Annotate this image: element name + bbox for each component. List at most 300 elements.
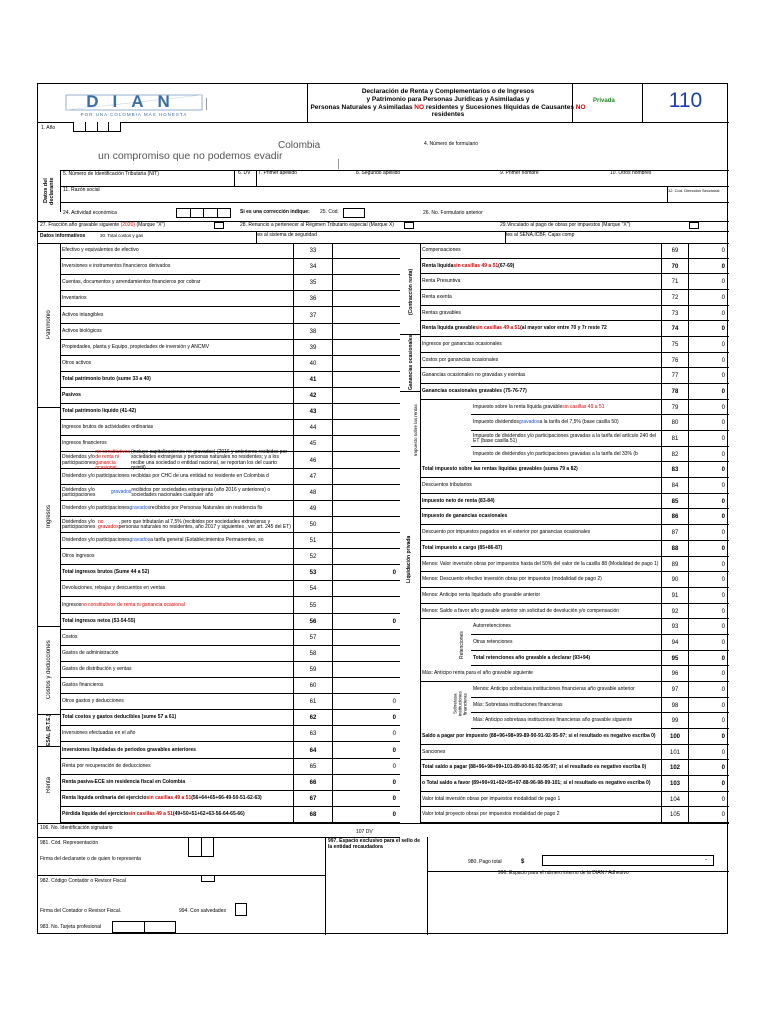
left-row-value-43[interactable] bbox=[333, 404, 398, 420]
cod-direccion-label: 12. Cod. Dirección Seccional bbox=[668, 188, 720, 193]
right-row-102 bbox=[420, 760, 729, 776]
right-row-value-87[interactable]: 0 bbox=[721, 530, 725, 536]
left-row-value-49[interactable] bbox=[333, 501, 398, 517]
left-row-value-39[interactable] bbox=[333, 340, 398, 356]
right-row-value-70[interactable]: 0 bbox=[721, 263, 725, 270]
left-row-label-51: Dividendos y/o participaciones gravados a tarifa general (Establecimientos Permanentes, so bbox=[62, 537, 264, 544]
pago-total-dash: - bbox=[705, 857, 707, 863]
tax-form bbox=[37, 83, 728, 934]
right-row-value-81[interactable]: 0 bbox=[721, 436, 725, 442]
left-row-47 bbox=[60, 469, 400, 485]
right-row-number-79: 79 bbox=[661, 400, 689, 415]
form-anterior-label: 26. No. Formulario anterior bbox=[423, 210, 483, 216]
right-row-value-85[interactable]: 0 bbox=[721, 498, 725, 505]
left-row-39 bbox=[60, 340, 400, 356]
left-row-value-53[interactable]: 0 bbox=[392, 570, 396, 576]
right-row-79 bbox=[471, 400, 729, 415]
left-row-number-40: 40 bbox=[293, 356, 333, 372]
left-row-label-44: Ingresos brutos de actividades ordinarias bbox=[62, 424, 154, 431]
right-row-number-99: 99 bbox=[661, 713, 689, 729]
vinculado-checkbox[interactable] bbox=[689, 222, 699, 229]
left-row-61 bbox=[60, 694, 400, 710]
right-row-number-83: 83 bbox=[661, 462, 689, 478]
right-row-72 bbox=[420, 290, 729, 306]
left-row-38 bbox=[60, 324, 400, 340]
right-row-number-81: 81 bbox=[661, 431, 689, 447]
left-row-number-66: 66 bbox=[293, 775, 333, 791]
left-row-label-37: Activos intangibles bbox=[62, 311, 104, 318]
f980-label: 980. Pago total bbox=[468, 859, 502, 865]
section-ganancias: Ganancias ocasionales bbox=[408, 334, 414, 391]
colombia-text: Colombia bbox=[278, 140, 321, 151]
right-row-label-96: Más: Anticipo renta para el año gravable siguiente bbox=[422, 670, 533, 677]
left-row-value-65[interactable]: 0 bbox=[392, 764, 396, 770]
right-row-label-79: Impuesto sobre la renta líquida gravable sin casillas 49 a 51 bbox=[473, 403, 605, 410]
right-row-value-93[interactable]: 0 bbox=[721, 624, 725, 630]
left-row-label-58: Gastos de administración bbox=[62, 650, 119, 657]
right-row-value-97[interactable]: 0 bbox=[721, 687, 725, 693]
right-row-number-89: 89 bbox=[661, 557, 689, 572]
pago-total-input[interactable] bbox=[542, 855, 714, 866]
left-row-49 bbox=[60, 501, 400, 517]
left-row-value-45[interactable] bbox=[333, 436, 398, 452]
otros-nombres-label: 10. Otros nombres bbox=[610, 170, 652, 176]
left-row-63 bbox=[60, 726, 400, 742]
right-row-label-104: Valor total inversión obras por impuestos modalidad de pago 1 bbox=[422, 795, 561, 802]
left-row-value-34[interactable] bbox=[333, 259, 398, 275]
left-row-value-42[interactable] bbox=[333, 388, 398, 404]
left-row-label-56: Total ingresos netos (53-54-55) bbox=[62, 618, 136, 625]
right-row-label-101: Sanciones bbox=[422, 748, 446, 755]
right-row-number-73: 73 bbox=[661, 306, 689, 321]
right-row-value-83[interactable]: 0 bbox=[721, 467, 725, 473]
right-row-value-77[interactable]: 0 bbox=[721, 373, 725, 379]
left-row-value-54[interactable] bbox=[333, 581, 398, 597]
right-row-number-97: 97 bbox=[661, 682, 689, 698]
right-row-label-86: Impuesto de ganancias ocasionales bbox=[422, 513, 508, 520]
left-row-value-55[interactable] bbox=[333, 597, 398, 614]
left-row-57 bbox=[60, 630, 400, 646]
cod-label: 25. Cod. bbox=[320, 209, 339, 215]
left-row-value-66[interactable]: 0 bbox=[392, 780, 396, 786]
f982-input[interactable] bbox=[201, 875, 215, 882]
left-row-number-53: 53 bbox=[293, 565, 333, 581]
right-row-number-86: 86 bbox=[661, 509, 689, 525]
left-row-44 bbox=[60, 420, 400, 436]
right-row-value-91[interactable]: 0 bbox=[721, 593, 725, 599]
cod-input[interactable] bbox=[343, 208, 365, 218]
correccion-label: Si es una corrección indique: bbox=[240, 209, 310, 215]
left-row-label-53: Total ingresos brutos (Sume 44 a 52) bbox=[62, 569, 150, 576]
left-row-value-47[interactable] bbox=[333, 469, 398, 485]
left-row-number-56: 56 bbox=[293, 614, 333, 630]
left-row-number-36: 36 bbox=[293, 291, 333, 307]
right-row-label-94: Otras retenciones bbox=[473, 639, 513, 646]
f981-input[interactable] bbox=[188, 837, 214, 857]
right-row-value-82[interactable]: 0 bbox=[721, 451, 725, 458]
fraccion-checkbox[interactable] bbox=[214, 222, 224, 229]
left-row-52 bbox=[60, 549, 400, 565]
left-row-number-47: 47 bbox=[293, 469, 333, 485]
left-row-label-49: Dividendos y/o participaciones gravados recibidos por Personas Naturales sin residencia fis bbox=[62, 505, 263, 512]
right-row-number-105: 105 bbox=[661, 807, 689, 823]
fraccion-label: 27. Fracción año gravable siguiente (2020) (Marque "X") bbox=[40, 222, 166, 228]
right-row-97 bbox=[471, 682, 729, 698]
section-renta: Renta bbox=[46, 776, 52, 793]
left-row-value-41[interactable] bbox=[333, 372, 398, 388]
right-row-94 bbox=[471, 635, 729, 651]
right-row-label-99: Más: Anticipo sobretasa instituciones financieras año gravable siguiente bbox=[473, 717, 633, 724]
firma-contador-label: Firma del Contador o Revisor Fiscal. bbox=[40, 908, 122, 914]
left-row-label-35: Cuentas, documentos y arrendamientos financieros por cobrar bbox=[62, 279, 201, 286]
left-row-number-54: 54 bbox=[293, 581, 333, 597]
left-row-33 bbox=[60, 243, 400, 259]
left-row-number-38: 38 bbox=[293, 324, 333, 340]
right-row-number-101: 101 bbox=[661, 745, 689, 760]
f994-checkbox[interactable] bbox=[235, 903, 247, 916]
left-row-value-35[interactable] bbox=[333, 275, 398, 291]
right-row-number-80: 80 bbox=[661, 415, 689, 431]
right-row-label-102: Total saldo a pagar (88+96+98+99+101-89-90-91-92-95-97; si el resultado es negativo escriba 0) bbox=[422, 764, 647, 771]
right-row-value-95[interactable]: 0 bbox=[721, 655, 725, 662]
right-row-71 bbox=[420, 274, 729, 290]
left-row-42 bbox=[60, 388, 400, 404]
left-row-value-67[interactable]: 0 bbox=[392, 796, 396, 802]
left-row-number-44: 44 bbox=[293, 420, 333, 436]
left-row-67 bbox=[60, 791, 400, 807]
left-row-58 bbox=[60, 646, 400, 662]
left-row-label-57: Costos bbox=[62, 634, 78, 641]
right-row-number-94: 94 bbox=[661, 635, 689, 651]
left-row-value-52[interactable] bbox=[333, 549, 398, 565]
left-row-64 bbox=[60, 742, 400, 759]
segundo-apellido-label: 8. Segundo apellido bbox=[356, 170, 401, 176]
left-row-number-42: 42 bbox=[293, 388, 333, 404]
right-row-value-78[interactable]: 0 bbox=[721, 389, 725, 395]
left-row-number-34: 34 bbox=[293, 259, 333, 275]
left-row-number-49: 49 bbox=[293, 501, 333, 517]
left-row-number-43: 43 bbox=[293, 404, 333, 420]
left-row-number-45: 45 bbox=[293, 436, 333, 452]
left-row-60 bbox=[60, 678, 400, 694]
left-row-value-57[interactable] bbox=[333, 630, 398, 646]
left-row-68 bbox=[60, 807, 400, 823]
right-row-74 bbox=[420, 321, 729, 337]
left-row-label-62: Total costos y gastos deducibles (sume 57 a 61) bbox=[62, 714, 177, 721]
left-row-label-39: Propiedades, planta y Equipo, propiedades de inversión y ANCMV bbox=[62, 344, 210, 351]
right-row-number-92: 92 bbox=[661, 604, 689, 619]
left-row-36 bbox=[60, 291, 400, 307]
datos-informativos-label: Datos informativos bbox=[40, 233, 86, 239]
form-number: 110 bbox=[668, 89, 703, 112]
f107-label: 107 DV bbox=[356, 829, 373, 835]
left-row-label-65: Renta por recuperación de deducciones bbox=[62, 763, 151, 770]
left-row-41 bbox=[60, 372, 400, 388]
logo-text: DIAN bbox=[86, 92, 184, 111]
right-row-value-89[interactable]: 0 bbox=[721, 561, 725, 568]
right-row-number-75: 75 bbox=[661, 337, 689, 353]
section-contraccion: (Contracción renta) bbox=[408, 268, 414, 316]
left-row-43 bbox=[60, 404, 400, 420]
right-row-number-69: 69 bbox=[661, 243, 689, 259]
f996-label: 996. Espacio para el número interno de la DIAN / Adhesivo bbox=[498, 870, 629, 876]
left-row-number-35: 35 bbox=[293, 275, 333, 291]
right-row-value-71[interactable]: 0 bbox=[721, 279, 725, 285]
right-row-number-88: 88 bbox=[661, 541, 689, 557]
right-row-105 bbox=[420, 807, 729, 823]
right-row-91 bbox=[420, 588, 729, 604]
right-row-number-87: 87 bbox=[661, 525, 689, 541]
right-row-value-96[interactable]: 0 bbox=[721, 671, 725, 677]
right-row-value-90[interactable]: 0 bbox=[721, 577, 725, 583]
right-row-number-98: 98 bbox=[661, 698, 689, 713]
right-row-value-75[interactable]: 0 bbox=[721, 342, 725, 348]
right-row-number-102: 102 bbox=[661, 760, 689, 776]
f981-label: 981. Cód. Representación bbox=[40, 840, 99, 846]
left-row-value-62[interactable]: 0 bbox=[392, 715, 396, 721]
total-costos-label: 30. Total costos y gas bbox=[100, 233, 144, 238]
right-row-value-92[interactable]: 0 bbox=[721, 608, 725, 615]
right-row-100 bbox=[420, 729, 729, 745]
left-row-value-68[interactable]: 0 bbox=[392, 812, 396, 818]
left-row-55 bbox=[60, 597, 400, 614]
right-row-92 bbox=[420, 604, 729, 619]
right-row-label-75: Ingresos por ganancias ocasionales bbox=[422, 341, 502, 348]
left-row-value-63[interactable]: 0 bbox=[392, 731, 396, 737]
left-row-number-37: 37 bbox=[293, 307, 333, 324]
right-row-label-83: Total impuesto sobre las rentas líquidas gravables (suma 79 a 82) bbox=[422, 466, 578, 473]
right-row-78 bbox=[420, 384, 729, 400]
left-row-number-68: 68 bbox=[293, 807, 333, 823]
left-row-54 bbox=[60, 581, 400, 597]
right-row-value-76[interactable]: 0 bbox=[721, 357, 725, 364]
vinculado-label: 29.Vinculado al pago de obras por impuestos (Marque "X") bbox=[500, 222, 631, 228]
numero-formulario-label: 4. Número de formulario bbox=[424, 141, 478, 147]
left-row-number-41: 41 bbox=[293, 372, 333, 388]
right-row-label-80: Impuesto dividendos gravados a la tarifa del 7,5% (base casilla 50) bbox=[473, 419, 619, 426]
left-row-35 bbox=[60, 275, 400, 291]
right-row-number-71: 71 bbox=[661, 274, 689, 290]
left-row-label-33: Efectivo y equivalentes de efectivo bbox=[62, 247, 139, 254]
left-row-value-44[interactable] bbox=[333, 420, 398, 436]
right-row-101 bbox=[420, 745, 729, 760]
right-row-69 bbox=[420, 243, 729, 259]
title-line-4: residentes bbox=[431, 111, 465, 119]
title-line-2: y Patrimonio para Personas Jurídicas y Asimiladas y bbox=[366, 95, 530, 103]
right-row-value-84[interactable]: 0 bbox=[721, 483, 725, 489]
left-row-59 bbox=[60, 662, 400, 678]
pesos-sign: $ bbox=[521, 859, 525, 865]
right-row-number-100: 100 bbox=[661, 729, 689, 745]
left-row-value-60[interactable] bbox=[333, 678, 398, 694]
renuncia-checkbox[interactable] bbox=[404, 222, 414, 229]
right-row-88 bbox=[420, 541, 729, 557]
right-row-label-87: Descuento por impuestos pagados en el exterior por ganancias ocasionales bbox=[422, 529, 591, 536]
section-sobretasa: Sobretasa instituciones financieras bbox=[452, 691, 468, 717]
left-row-value-56[interactable]: 0 bbox=[392, 619, 396, 625]
right-row-value-103[interactable]: 0 bbox=[721, 781, 725, 787]
left-row-66 bbox=[60, 775, 400, 791]
left-row-number-46: 46 bbox=[293, 452, 333, 469]
right-row-98 bbox=[471, 698, 729, 713]
right-row-label-105: Valor total proyecto obras por impuestos modalidad de pago 2 bbox=[422, 811, 560, 818]
nit-label: 5. Número de Identificación Tributaria (NIT) bbox=[63, 171, 159, 177]
right-row-104 bbox=[420, 792, 729, 807]
right-row-value-100[interactable]: 0 bbox=[721, 734, 725, 740]
left-row-value-36[interactable] bbox=[333, 291, 398, 307]
actividad-input[interactable] bbox=[176, 208, 231, 218]
right-row-number-90: 90 bbox=[661, 572, 689, 588]
left-row-value-61[interactable]: 0 bbox=[392, 699, 396, 705]
section-liquidacion: Liquidación privada bbox=[406, 535, 412, 583]
primer-nombre-label: 9. Primer nombre bbox=[500, 170, 539, 176]
left-row-number-33: 33 bbox=[293, 243, 333, 259]
right-row-number-96: 96 bbox=[661, 666, 689, 682]
right-row-80 bbox=[471, 415, 729, 431]
right-row-number-85: 85 bbox=[661, 494, 689, 509]
left-row-label-68: Pérdida líquida del ejercicio sin casillas 49 a 51 (49+50+51+62+63-56-64-65-66) bbox=[62, 811, 245, 818]
left-row-53 bbox=[60, 565, 400, 581]
left-row-number-55: 55 bbox=[293, 597, 333, 614]
right-row-label-70: Renta líquida sin casillas 49 a 51 (67-69) bbox=[422, 262, 515, 269]
right-row-75 bbox=[420, 337, 729, 353]
left-row-value-38[interactable] bbox=[333, 324, 398, 340]
section-costos: Costos y deducciones bbox=[46, 640, 52, 700]
right-row-number-91: 91 bbox=[661, 588, 689, 604]
left-row-label-41: Total patrimonio bruto (sume 33 a 40) bbox=[62, 376, 151, 383]
right-row-value-94[interactable]: 0 bbox=[721, 640, 725, 646]
right-row-84 bbox=[420, 478, 729, 494]
right-row-label-71: Renta Presuntiva bbox=[422, 278, 461, 285]
right-row-label-81: Impuesto de dividendos y/o participaciones gravadas a la tarifa del artículo 240 del ET (base casilla 51) bbox=[473, 432, 657, 444]
f994-label: 994. Con salvedades bbox=[179, 908, 226, 914]
left-row-56 bbox=[60, 614, 400, 630]
f983-input[interactable] bbox=[112, 921, 176, 933]
right-row-label-97: Menos: Anticipo sobretasa instituciones financieras año gravable anterior bbox=[473, 686, 635, 693]
logo-tagline: POR UNA COLOMBIA MÁS HONESTA bbox=[80, 112, 188, 117]
f982-label: 982. Código Contador o Revisor Fiscal bbox=[40, 878, 126, 884]
left-row-label-55: Ingresos no constitutivos de renta ni ganancia ocasional bbox=[62, 601, 185, 608]
right-row-87 bbox=[420, 525, 729, 541]
section-ingresos: Ingresos bbox=[46, 505, 52, 529]
right-row-value-105[interactable]: 0 bbox=[721, 812, 725, 818]
left-row-value-59[interactable] bbox=[333, 662, 398, 678]
primer-apellido-label: 7. Primer apellido bbox=[258, 170, 297, 176]
left-row-65 bbox=[60, 759, 400, 775]
left-row-label-40: Otros activos bbox=[62, 360, 92, 367]
left-row-value-37[interactable] bbox=[333, 307, 398, 324]
aporte-seguridad-label: tes al sistema de seguridad bbox=[256, 232, 317, 238]
slogan-text: un compromiso que no podemos evadir bbox=[98, 150, 283, 162]
left-row-label-48: Dividendos y/o participaciones gravados recibidos por sociedades extranjeras (año 2016 y anteriores) o sociedades nacionales cualquier año bbox=[62, 486, 271, 498]
right-row-73 bbox=[420, 306, 729, 321]
left-row-label-46: Dividendos y/o participaciones no constitutivos de renta ni ganancia ocasional (incluye capitalizaciones no gravadas) (2016 y anteriores recibidos por sociedades extranjeras y personas naturales no residentes; y a los recibe una sociedad o entidad nacional, se reportan los del cuarto quintil) bbox=[62, 448, 288, 471]
right-row-value-98[interactable]: 0 bbox=[721, 702, 725, 709]
dian-logo bbox=[60, 92, 208, 120]
section-patrimonio: Patrimonio bbox=[46, 310, 52, 340]
section-esal: ESAL (R.T.E.) bbox=[46, 714, 52, 746]
left-row-number-64: 64 bbox=[293, 742, 333, 759]
right-row-number-93: 93 bbox=[661, 619, 689, 635]
left-row-number-60: 60 bbox=[293, 678, 333, 694]
actividad-label: 24. Actividad económica bbox=[63, 210, 117, 216]
right-row-value-88[interactable]: 0 bbox=[721, 546, 725, 552]
left-row-label-63: Inversiones efectuadas en el año bbox=[62, 730, 136, 737]
f983-label: 983. No. Tarjeta profesional bbox=[40, 924, 102, 930]
left-row-label-66: Renta pasiva-ECE sin residencia fiscal en Colombia bbox=[62, 779, 186, 786]
right-row-93 bbox=[471, 619, 729, 635]
form-title bbox=[310, 88, 586, 119]
right-row-value-104[interactable]: 0 bbox=[721, 796, 725, 803]
right-row-value-69[interactable]: 0 bbox=[721, 248, 725, 254]
right-row-number-70: 70 bbox=[661, 259, 689, 274]
left-row-label-67: Renta líquida ordinaria del ejercicio sin casillas 49 a 51 (56+64+65+66-49-50-51-62-63) bbox=[62, 795, 262, 802]
left-row-value-48[interactable] bbox=[333, 485, 398, 501]
right-row-value-80[interactable]: 0 bbox=[721, 420, 725, 426]
left-row-label-64: Inversiones liquidadas de periodos gravables anteriores bbox=[62, 746, 196, 753]
left-row-value-64[interactable]: 0 bbox=[392, 747, 396, 754]
right-row-value-101[interactable]: 0 bbox=[721, 749, 725, 756]
left-row-number-67: 67 bbox=[293, 791, 333, 807]
datos-declarante-label: Datos del declarante bbox=[43, 177, 55, 205]
left-row-number-48: 48 bbox=[293, 485, 333, 501]
aporte-sena-label: tes al SENA,ICBF, Cajas comp bbox=[506, 232, 575, 238]
left-row-37 bbox=[60, 307, 400, 324]
left-row-value-33[interactable] bbox=[333, 243, 398, 259]
right-column bbox=[400, 243, 729, 823]
left-row-label-38: Activos biológicos bbox=[62, 328, 102, 335]
left-row-number-63: 63 bbox=[293, 726, 333, 742]
left-row-label-60: Gastos financieros bbox=[62, 682, 104, 689]
right-row-82 bbox=[471, 447, 729, 462]
left-row-value-40[interactable] bbox=[333, 356, 398, 372]
right-row-83 bbox=[420, 462, 729, 478]
left-column bbox=[38, 243, 400, 823]
right-row-label-90: Menos: Descuento efectivo inversión obras por impuestos (modalidad de pago 2) bbox=[422, 576, 602, 583]
anio-input[interactable] bbox=[73, 122, 121, 132]
left-row-48 bbox=[60, 485, 400, 501]
left-row-label-36: Inventarios bbox=[62, 295, 87, 302]
right-row-value-73[interactable]: 0 bbox=[721, 310, 725, 317]
dv-label: 6. DV bbox=[238, 170, 251, 176]
left-row-label-34: Inversiones e instrumentos financieros derivados bbox=[62, 263, 171, 270]
left-row-50 bbox=[60, 517, 400, 533]
firma-declarante-label: Firma del declarante o de quien lo representa bbox=[40, 856, 141, 862]
right-row-value-74[interactable]: 0 bbox=[721, 326, 725, 332]
f106-label: 106. No. Identificación signatario bbox=[40, 825, 113, 831]
right-row-label-91: Menos: Anticipo renta liquidado año gravable anterior bbox=[422, 592, 541, 599]
right-row-number-76: 76 bbox=[661, 353, 689, 368]
left-row-46 bbox=[60, 448, 400, 471]
right-row-value-79[interactable]: 0 bbox=[721, 404, 725, 411]
right-row-value-99[interactable]: 0 bbox=[721, 718, 725, 724]
right-row-label-98: Más: Sobretasa instituciones financieras bbox=[473, 701, 563, 708]
right-row-value-102[interactable]: 0 bbox=[721, 765, 725, 771]
left-row-value-51[interactable] bbox=[333, 533, 398, 549]
right-row-value-86[interactable]: 0 bbox=[721, 514, 725, 520]
right-row-label-103: o Total saldo a favor (89+90+91+92+95+97-88-96-98-99-101; si el resultado es negativo escriba 0) bbox=[422, 780, 651, 787]
left-row-value-50[interactable] bbox=[333, 517, 398, 533]
right-row-value-72[interactable]: 0 bbox=[721, 295, 725, 301]
right-row-number-82: 82 bbox=[661, 447, 689, 462]
left-row-value-46[interactable] bbox=[333, 452, 398, 469]
left-row-number-51: 51 bbox=[293, 533, 333, 549]
right-row-label-92: Menos: Saldo a favor año gravable anterior sin solicitud de devolución y/o compensación bbox=[422, 607, 620, 614]
right-row-label-95: Total retenciones año gravable a declarar (93+94) bbox=[473, 654, 591, 661]
left-row-value-58[interactable] bbox=[333, 646, 398, 662]
title-line-3: Personas Naturales y Asimiladas NO residentes y Sucesiones Ilíquidas de Causantes NO bbox=[310, 103, 586, 111]
razon-social-label: 11. Razón social bbox=[63, 187, 100, 193]
